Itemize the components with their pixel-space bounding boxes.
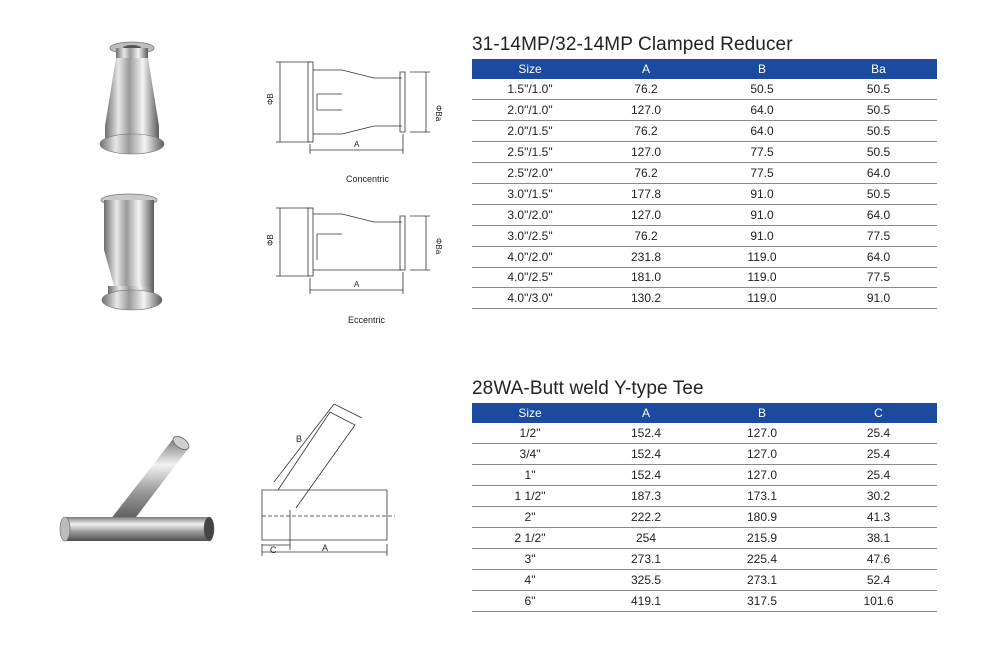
reducer-dim-ba-label: ΦBa <box>434 105 443 122</box>
table-cell: 50.5 <box>820 79 937 100</box>
table-cell: 77.5 <box>704 142 820 163</box>
table-cell: 64.0 <box>704 121 820 142</box>
y-tee-drawing <box>250 400 410 560</box>
table-cell: 273.1 <box>588 548 704 569</box>
reducer-spec-table <box>472 59 937 309</box>
table-cell: 419.1 <box>588 590 704 611</box>
table-cell: 127.0 <box>588 142 704 163</box>
table-cell: 231.8 <box>588 246 704 267</box>
table-cell: 64.0 <box>820 246 937 267</box>
table-row <box>472 486 937 507</box>
column-header-ba: Ba <box>820 59 937 79</box>
table-cell: 91.0 <box>704 183 820 204</box>
table-cell: 119.0 <box>704 288 820 309</box>
tee-dim-b-label: B <box>296 434 303 444</box>
table-cell: 152.4 <box>588 465 704 486</box>
table-row <box>472 288 937 309</box>
table-row <box>472 507 937 528</box>
column-header-size: Size <box>472 59 588 79</box>
table-cell: 76.2 <box>588 79 704 100</box>
table-cell: 76.2 <box>588 163 704 184</box>
table-cell: 152.4 <box>588 444 704 465</box>
table-cell: 152.4 <box>588 423 704 444</box>
table-cell: 25.4 <box>820 465 937 486</box>
table-cell: 4.0"/2.0" <box>472 246 588 267</box>
eccentric-caption: Eccentric <box>348 315 386 325</box>
table-cell: 52.4 <box>820 569 937 590</box>
table-cell: 64.0 <box>704 100 820 121</box>
table-cell: 173.1 <box>704 486 820 507</box>
table-row <box>472 423 937 444</box>
reducer-title: 31-14MP/32-14MP Clamped Reducer <box>472 34 793 55</box>
table-cell: 41.3 <box>820 507 937 528</box>
table-cell: 2.0"/1.5" <box>472 121 588 142</box>
tee-dim-a-label: A <box>322 543 329 553</box>
table-cell: 91.0 <box>820 288 937 309</box>
eccentric-dim-a-label: A <box>354 280 360 289</box>
column-header-b: B <box>704 403 820 423</box>
table-cell: 50.5 <box>820 142 937 163</box>
table-cell: 77.5 <box>820 225 937 246</box>
concentric-caption: Concentric <box>346 174 390 184</box>
table-cell: 127.0 <box>704 444 820 465</box>
table-cell: 127.0 <box>704 465 820 486</box>
table-cell: 1.5"/1.0" <box>472 79 588 100</box>
table-row <box>472 204 937 225</box>
column-header-b: B <box>704 59 820 79</box>
table-cell: 3.0"/2.5" <box>472 225 588 246</box>
table-cell: 50.5 <box>820 121 937 142</box>
table-cell: 64.0 <box>820 204 937 225</box>
table-cell: 127.0 <box>704 423 820 444</box>
reducer-dim-b-label: ΦB <box>266 93 275 105</box>
column-header-a: A <box>588 403 704 423</box>
table-cell: 254 <box>588 527 704 548</box>
table-cell: 38.1 <box>820 527 937 548</box>
table-cell: 47.6 <box>820 548 937 569</box>
table-cell: 2" <box>472 507 588 528</box>
table-row <box>472 163 937 184</box>
table-row <box>472 183 937 204</box>
table-row <box>472 569 937 590</box>
table-cell: 4.0"/3.0" <box>472 288 588 309</box>
table-cell: 6" <box>472 590 588 611</box>
table-row <box>472 590 937 611</box>
table-cell: 215.9 <box>704 527 820 548</box>
table-cell: 317.5 <box>704 590 820 611</box>
table-cell: 1" <box>472 465 588 486</box>
table-row <box>472 527 937 548</box>
table-cell: 50.5 <box>704 79 820 100</box>
table-cell: 130.2 <box>588 288 704 309</box>
table-cell: 2.5"/2.0" <box>472 163 588 184</box>
table-cell: 325.5 <box>588 569 704 590</box>
table-row <box>472 548 937 569</box>
table-cell: 50.5 <box>820 100 937 121</box>
table-cell: 119.0 <box>704 246 820 267</box>
table-cell: 25.4 <box>820 444 937 465</box>
table-cell: 3" <box>472 548 588 569</box>
table-cell: 127.0 <box>588 100 704 121</box>
table-cell: 1 1/2" <box>472 486 588 507</box>
concentric-reducer-drawing <box>262 50 442 165</box>
table-cell: 25.4 <box>820 423 937 444</box>
table-cell: 76.2 <box>588 121 704 142</box>
table-cell: 30.2 <box>820 486 937 507</box>
reducer-dim-a-label: A <box>354 140 360 149</box>
table-cell: 101.6 <box>820 590 937 611</box>
table-cell: 187.3 <box>588 486 704 507</box>
table-row <box>472 100 937 121</box>
table-cell: 2.0"/1.0" <box>472 100 588 121</box>
tee-spec-table <box>472 403 937 612</box>
table-row <box>472 79 937 100</box>
table-cell: 222.2 <box>588 507 704 528</box>
y-tee-photo <box>55 425 220 555</box>
reducer-table-body <box>472 79 937 309</box>
table-cell: 77.5 <box>820 267 937 288</box>
table-cell: 76.2 <box>588 225 704 246</box>
table-row <box>472 444 937 465</box>
eccentric-reducer-photo <box>92 190 167 320</box>
table-cell: 91.0 <box>704 225 820 246</box>
table-cell: 4" <box>472 569 588 590</box>
column-header-size: Size <box>472 403 588 423</box>
table-header-row <box>472 403 937 423</box>
table-row <box>472 142 937 163</box>
table-cell: 4.0"/2.5" <box>472 267 588 288</box>
table-cell: 127.0 <box>588 204 704 225</box>
table-cell: 225.4 <box>704 548 820 569</box>
tee-dim-c-label: C <box>270 545 277 555</box>
table-cell: 3.0"/2.0" <box>472 204 588 225</box>
table-row <box>472 465 937 486</box>
table-row <box>472 246 937 267</box>
table-cell: 119.0 <box>704 267 820 288</box>
column-header-c: C <box>820 403 937 423</box>
tee-table-body <box>472 423 937 611</box>
table-cell: 2.5"/1.5" <box>472 142 588 163</box>
table-cell: 180.9 <box>704 507 820 528</box>
table-row <box>472 225 937 246</box>
table-cell: 3/4" <box>472 444 588 465</box>
table-cell: 181.0 <box>588 267 704 288</box>
table-cell: 91.0 <box>704 204 820 225</box>
table-cell: 177.8 <box>588 183 704 204</box>
table-cell: 273.1 <box>704 569 820 590</box>
table-row <box>472 267 937 288</box>
table-cell: 2 1/2" <box>472 527 588 548</box>
eccentric-dim-ba-label: ΦBa <box>434 238 443 255</box>
eccentric-reducer-drawing <box>262 200 442 305</box>
eccentric-dim-b-label: ΦB <box>266 234 275 246</box>
table-cell: 50.5 <box>820 183 937 204</box>
table-cell: 64.0 <box>820 163 937 184</box>
table-cell: 3.0"/1.5" <box>472 183 588 204</box>
table-header-row <box>472 59 937 79</box>
table-row <box>472 121 937 142</box>
column-header-a: A <box>588 59 704 79</box>
tee-title: 28WA-Butt weld Y-type Tee <box>472 378 704 399</box>
concentric-reducer-photo <box>95 34 170 164</box>
table-cell: 77.5 <box>704 163 820 184</box>
table-cell: 1/2" <box>472 423 588 444</box>
